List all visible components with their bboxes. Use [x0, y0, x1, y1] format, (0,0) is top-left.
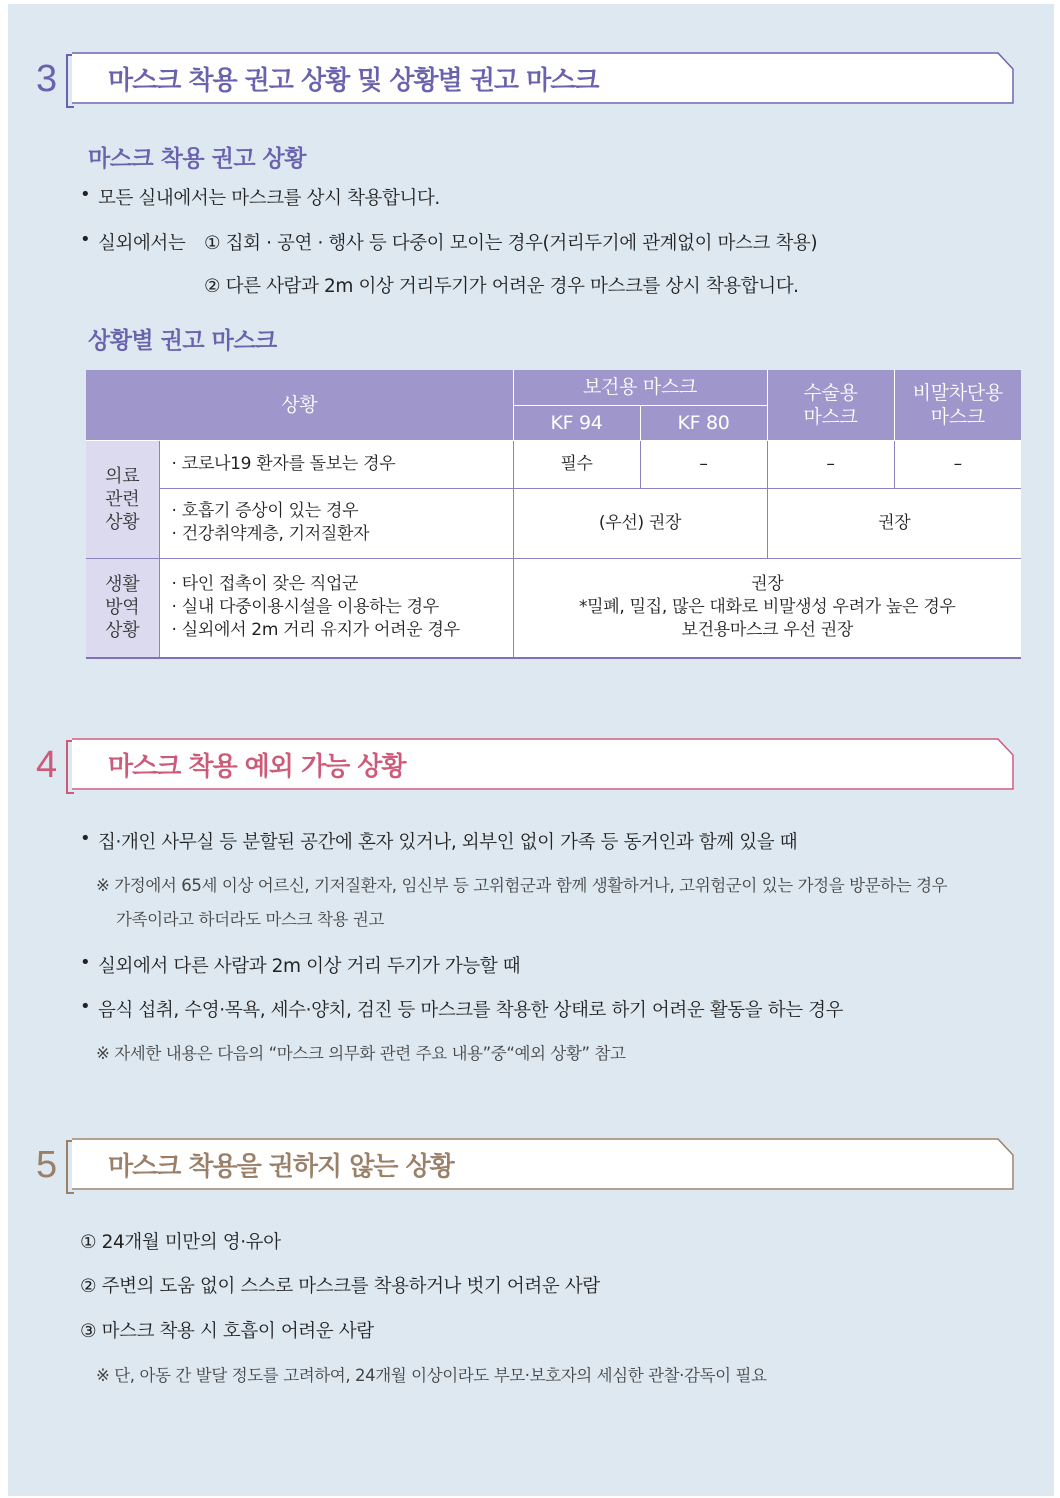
exception-item-3: 음식 섭취, 수영·목욕, 세수·양치, 검진 등 마스크를 착용한 상태로 하기 어려운 활동을 하는 경우 — [98, 1000, 844, 1021]
section-3-title: 마스크 착용 권고 상황 및 상황별 권고 마스크 — [108, 66, 599, 96]
other-mask-cell: 권장 — [767, 488, 1021, 558]
section-4-title: 마스크 착용 예외 가능 상황 — [108, 752, 406, 782]
situation-line: · 실내 다중이용시설을 이용하는 경우 — [171, 597, 439, 618]
situation-cell — [159, 558, 513, 658]
not-recommended-item-1: ① 24개월 미만의 영·유아 — [80, 1232, 281, 1253]
table-row — [86, 558, 1021, 658]
header-droplet-line: 비말차단용 — [912, 381, 1003, 404]
bullet-dot: • — [80, 952, 91, 973]
health-mask-cell: (우선) 권장 — [513, 488, 767, 558]
section-5-header — [8, 1138, 1028, 1194]
header-kf80: KF 80 — [640, 405, 767, 440]
exception-item-1: 집·개인 사무실 등 분할된 공간에 혼자 있거나, 외부인 없이 가족 등 동거인과 함께 있을 때 — [98, 832, 798, 853]
bullet-indoor: 모든 실내에서는 마스크를 상시 착용합니다. — [98, 188, 440, 209]
section-4-header — [8, 738, 1028, 794]
table-row — [86, 488, 1021, 558]
category-medical — [86, 440, 159, 558]
not-recommended-item-2: ② 주변의 도움 없이 스스로 마스크를 착용하거나 벗기 어려운 사람 — [80, 1276, 600, 1297]
exception-note-1: ※ 가정에서 65세 이상 어르신, 기저질환자, 임신부 등 고위험군과 함께 생활하거나, 고위험군이 있는 가정을 방문하는 경우 — [96, 876, 948, 895]
bullet-dot: • — [80, 184, 91, 205]
kf80-cell: – — [640, 440, 767, 488]
surgical-cell: – — [767, 440, 894, 488]
kf94-cell: 필수 — [513, 440, 640, 488]
bullet-dot: • — [80, 229, 91, 250]
section-3-header — [8, 52, 1028, 108]
header-droplet-mask — [894, 370, 1021, 440]
bullet-outdoor-item-1: ① 집회 · 공연 · 행사 등 다중이 모이는 경우(거리두기에 관계없이 마스크 착용) — [204, 233, 818, 254]
exception-note-1-cont: 가족이라고 하더라도 마스크 착용 권고 — [116, 910, 385, 929]
category-line: 상황 — [105, 620, 140, 642]
situation-line: · 실외에서 2m 거리 유지가 어려운 경우 — [171, 620, 460, 641]
table-header-row — [86, 370, 1021, 405]
recommendation-line: 보건용마스크 우선 권장 — [681, 620, 853, 641]
header-situation: 상황 — [86, 370, 513, 440]
category-line: 생활 — [105, 574, 140, 596]
situation-line: · 건강취약계층, 기저질환자 — [171, 524, 370, 544]
exception-item-2: 실외에서 다른 사람과 2m 이상 거리 두기가 가능할 때 — [98, 956, 521, 977]
header-surgical-mask — [767, 370, 894, 440]
not-recommended-note: ※ 단, 아동 간 발달 정도를 고려하여, 24개월 이상이라도 부모·보호자의 세심한 관찰·감독이 필요 — [96, 1366, 767, 1385]
not-recommended-item-3: ③ 마스크 착용 시 호흡이 어려운 사람 — [80, 1321, 374, 1342]
header-health-mask: 보건용 마스크 — [513, 370, 767, 405]
header-kf94: KF 94 — [513, 405, 640, 440]
situation-cell — [159, 488, 513, 558]
header-surgical-line: 마스크 — [803, 405, 858, 428]
section-5-number: 5 — [36, 1144, 58, 1186]
recommendation-cell — [513, 558, 1021, 658]
category-line: 의료 — [105, 465, 140, 487]
bullet-outdoor-item-2: ② 다른 사람과 2m 이상 거리두기가 어려운 경우 마스크를 상시 착용합니다. — [204, 276, 799, 297]
situation-cell: · 코로나19 환자를 돌보는 경우 — [159, 440, 513, 488]
category-line: 관련 — [105, 488, 140, 510]
header-droplet-line: 마스크 — [930, 405, 985, 428]
recommendation-line: *밀폐, 밀집, 많은 대화로 비말생성 우려가 높은 경우 — [578, 597, 956, 618]
mask-recommendation-table — [86, 370, 1021, 659]
category-line: 상황 — [105, 511, 140, 533]
section-5-title: 마스크 착용을 권하지 않는 상황 — [108, 1152, 454, 1182]
subheading-mask-by-situation: 상황별 권고 마스크 — [88, 328, 277, 354]
bullet-dot: • — [80, 996, 91, 1017]
table-row — [86, 440, 1021, 488]
exception-note-2: ※ 자세한 내용은 다음의 “마스크 의무화 관련 주요 내용”중“예외 상황” 참고 — [96, 1044, 626, 1063]
header-surgical-line: 수술용 — [803, 381, 858, 404]
section-4-number: 4 — [36, 744, 58, 786]
recommendation-line: 권장 — [751, 574, 784, 595]
droplet-cell: – — [894, 440, 1021, 488]
category-line: 방역 — [105, 597, 140, 619]
category-daily-life — [86, 558, 159, 658]
situation-line: · 타인 접촉이 잦은 직업군 — [171, 574, 359, 595]
bullet-outdoor-label: 실외에서는 — [98, 233, 186, 254]
page — [8, 4, 1054, 1496]
subheading-recommend-situation: 마스크 착용 권고 상황 — [88, 146, 306, 172]
section-3-number: 3 — [36, 58, 58, 100]
bullet-dot: • — [80, 828, 91, 849]
situation-line: · 호흡기 증상이 있는 경우 — [171, 501, 359, 521]
